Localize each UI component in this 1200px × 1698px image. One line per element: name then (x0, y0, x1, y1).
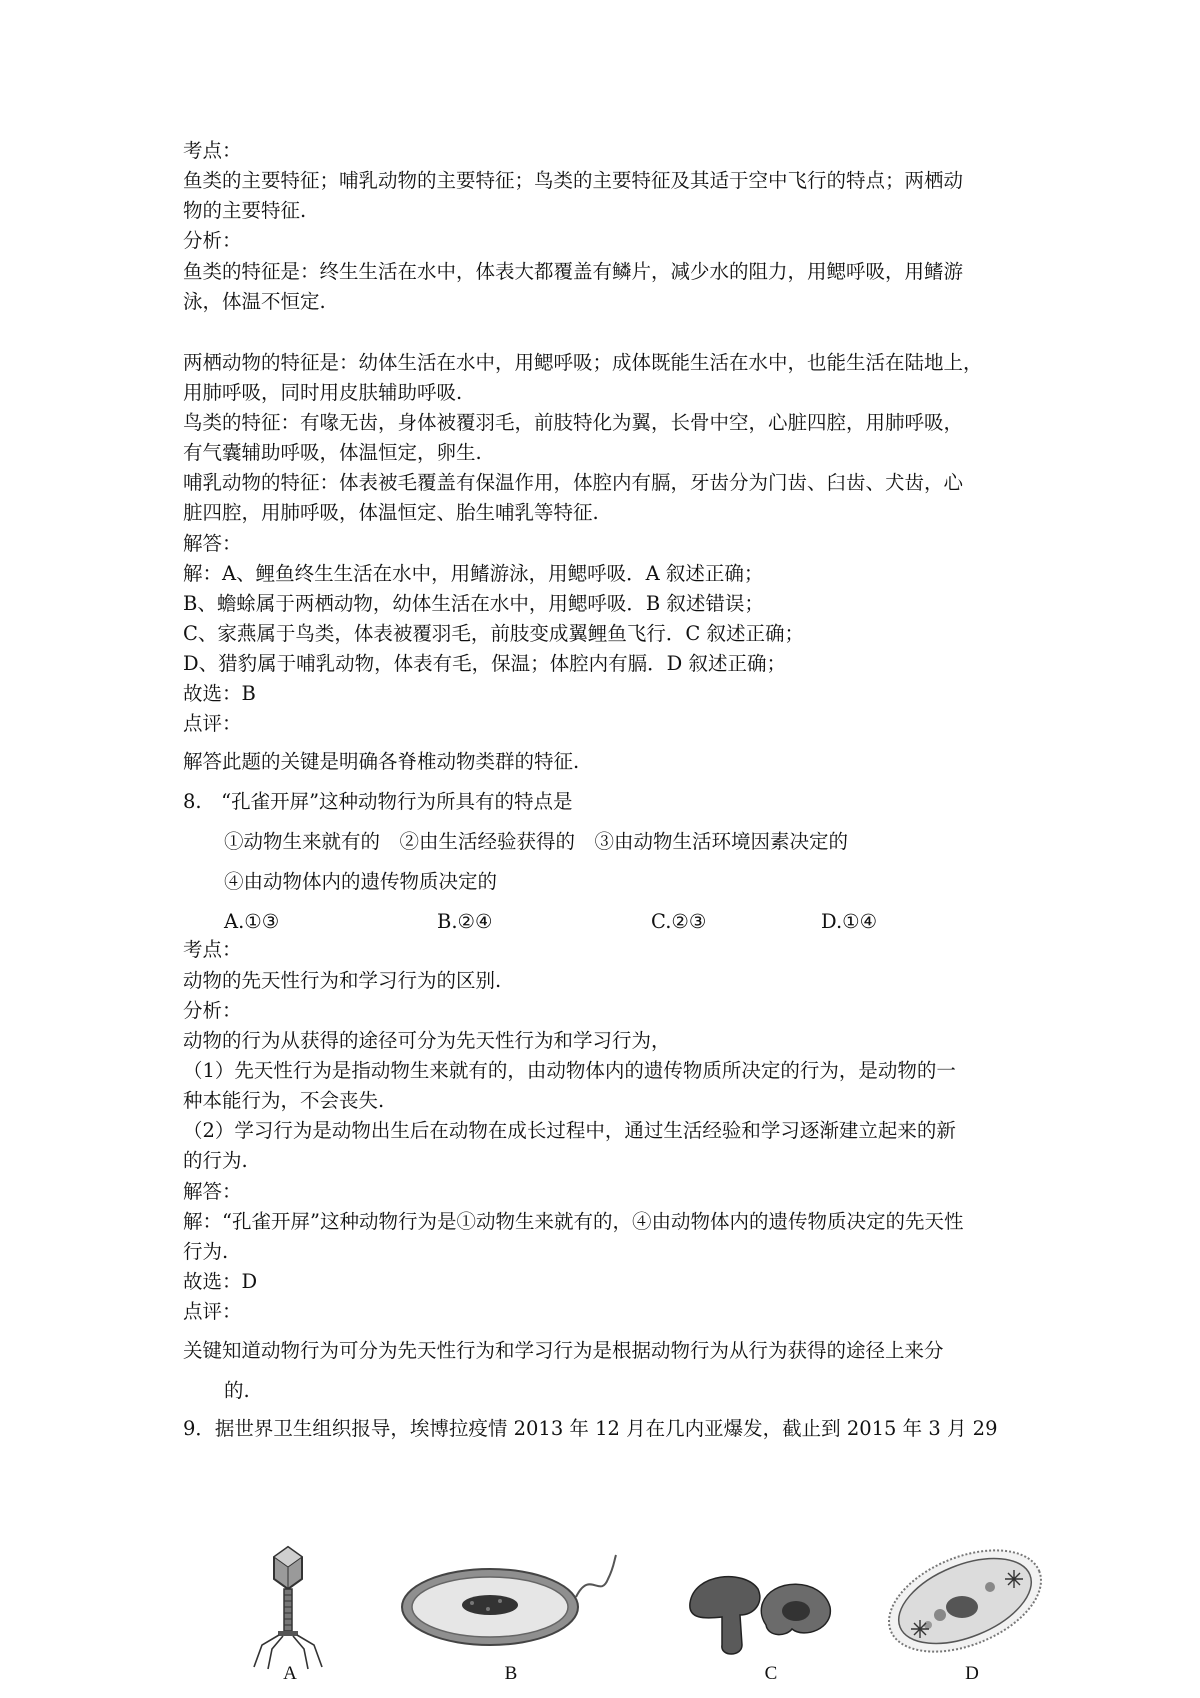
jieda-heading: 解答： (183, 1180, 242, 1203)
fenxi-text: 的行为. (183, 1149, 248, 1172)
fenxi-heading: 分析： (183, 229, 242, 252)
fenxi-text: 种本能行为，不会丧失. (183, 1089, 385, 1112)
dianping-text: 的. (224, 1379, 250, 1402)
fenxi-text: 有气囊辅助呼吸，体温恒定，卵生. (183, 441, 482, 464)
question-8-stem: 8. “孔雀开屏”这种动物行为所具有的特点是 (183, 790, 573, 813)
kaodian-text: 动物的先天性行为和学习行为的区别. (183, 969, 502, 992)
jieda-text: C、家燕属于鸟类，体表被覆羽毛，前肢变成翼鲤鱼飞行．C 叙述正确； (183, 622, 805, 645)
option-b: B.②④ (437, 910, 493, 933)
fenxi-text: 鱼类的特征是：终生生活在水中，体表大都覆盖有鳞片，减少水的阻力，用鳃呼吸，用鳍游 (183, 260, 964, 283)
jieda-heading: 解答： (183, 532, 242, 555)
answer-choice: 故选：B (183, 682, 256, 705)
dianping-heading: 点评： (183, 712, 242, 735)
answer-choice: 故选：D (183, 1270, 258, 1293)
question-9-stem: 9．据世界卫生组织报导，埃博拉疫情 2013 年 12 月在几内亚爆发，截止到 2015 年 3 月 29 (183, 1417, 998, 1440)
bacteriophage-icon (248, 1545, 328, 1670)
kaodian-heading: 考点： (183, 139, 242, 162)
jieda-text: D、猎豹属于哺乳动物，体表有毛，保温；体腔内有膈．D 叙述正确； (183, 652, 786, 675)
option-d: D.①④ (821, 910, 878, 933)
paramecium-icon (880, 1545, 1050, 1660)
jieda-text: B、蟾蜍属于两栖动物，幼体生活在水中，用鳃呼吸．B 叙述错误； (183, 592, 764, 615)
fenxi-text: （2）学习行为是动物出生后在动物在成长过程中，通过生活经验和学习逐渐建立起来的新 (183, 1119, 956, 1142)
jieda-text: 解：A、鲤鱼终生生活在水中，用鳍游泳，用鳃呼吸．A 叙述正确； (183, 562, 764, 585)
dianping-heading: 点评： (183, 1300, 242, 1323)
dianping-text: 解答此题的关键是明确各脊椎动物类群的特征. (183, 750, 580, 773)
kaodian-text: 物的主要特征. (183, 199, 307, 222)
fenxi-text: 鸟类的特征：有喙无齿，身体被覆羽毛，前肢特化为翼，长骨中空，心脏四腔，用肺呼吸， (183, 411, 964, 434)
figure-label-b: B (504, 1663, 518, 1684)
fenxi-heading: 分析： (183, 999, 242, 1022)
kaodian-heading: 考点： (183, 938, 242, 961)
kaodian-text: 鱼类的主要特征；哺乳动物的主要特征；鸟类的主要特征及其适于空中飞行的特点；两栖动 (183, 169, 964, 192)
figure-label-a: A (283, 1663, 297, 1684)
jieda-text: 解：“孔雀开屏”这种动物行为是①动物生来就有的，④由动物体内的遗传物质决定的先天性 (183, 1210, 964, 1233)
jieda-text: 行为. (183, 1240, 229, 1263)
option-c: C.②③ (651, 910, 707, 933)
question-8-items: ①动物生来就有的 ②由生活经验获得的 ③由动物生活环境因素决定的 (224, 830, 849, 853)
fenxi-text: （1）先天性行为是指动物生来就有的，由动物体内的遗传物质所决定的行为，是动物的一 (183, 1059, 956, 1082)
fenxi-text: 动物的行为从获得的途径可分为先天性行为和学习行为， (183, 1029, 671, 1052)
fenxi-text: 用肺呼吸，同时用皮肤辅助呼吸. (183, 381, 463, 404)
fenxi-text: 脏四腔，用肺呼吸，体温恒定、胎生哺乳等特征. (183, 501, 599, 524)
fenxi-text: 哺乳动物的特征：体表被毛覆盖有保温作用，体腔内有膈，牙齿分为门齿、臼齿、犬齿，心 (183, 471, 964, 494)
fenxi-text: 两栖动物的特征是：幼体生活在水中，用鳃呼吸；成体既能生活在水中，也能生活在陆地上， (183, 351, 983, 374)
mushroom-icon (684, 1563, 834, 1663)
option-a: A.①③ (224, 910, 280, 933)
bacterium-icon (400, 1549, 620, 1659)
figure-label-c: C (764, 1663, 778, 1684)
dianping-text: 关键知道动物行为可分为先天性行为和学习行为是根据动物行为从行为获得的途径上来分 (183, 1339, 944, 1362)
question-8-items: ④由动物体内的遗传物质决定的 (224, 870, 498, 893)
fenxi-text: 泳，体温不恒定. (183, 290, 326, 313)
figure-label-d: D (965, 1663, 979, 1684)
question-9-figures (0, 1545, 1200, 1695)
